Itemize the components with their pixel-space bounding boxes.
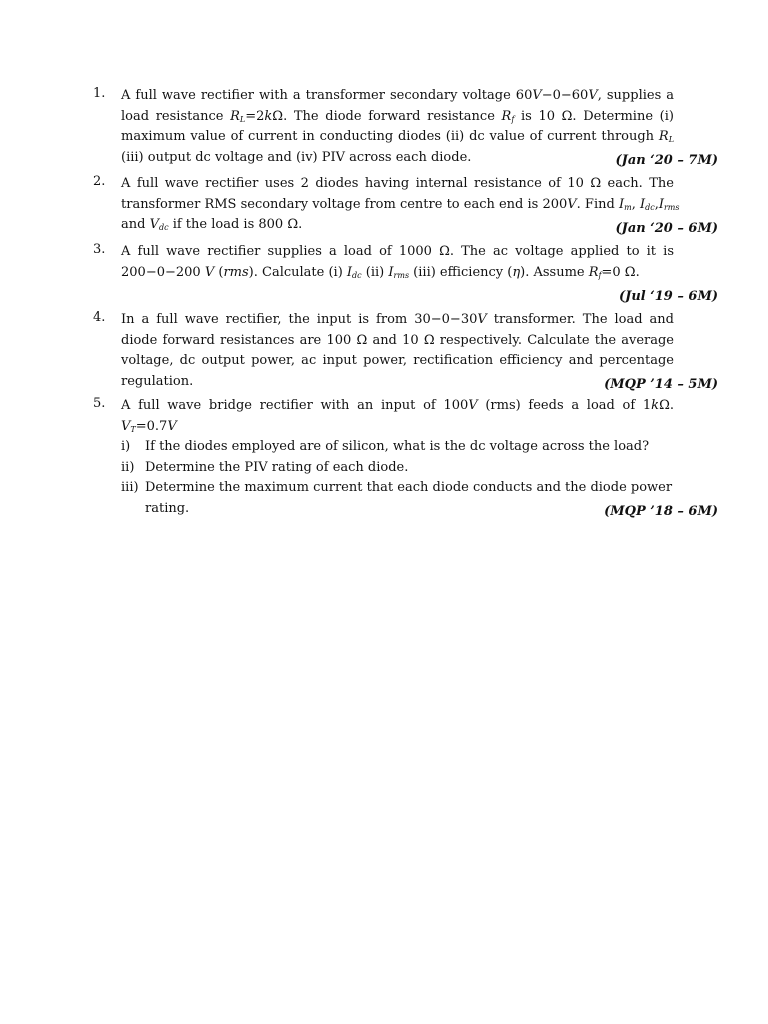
text-line: $V_T=0.7V$ [121,418,177,434]
sub-question-number: i) [121,439,131,454]
exam-tag: (MQP ’14 – 5M) [604,377,718,392]
math-variable: V [121,418,131,434]
sub-question-text: If the diodes employed are of silicon, what is the dc voltage across the load? [145,439,650,454]
math-expression: 60 [515,88,533,103]
text-line: load resistance $R_L=2k\Omega$. The diode forward resistance $R_f$ is 10 Ω. Determine (i) [121,108,674,124]
math-variable: I [639,196,646,212]
math-variable: V [588,88,598,103]
math-expression: Ω [272,108,284,124]
text-line: A full wave rectifier uses 2 diodes having internal resistance of 10 Ω each. The [121,176,674,191]
math-subscript: f [598,270,602,280]
math-variable: I [388,264,394,280]
text-line: A full wave bridge rectifier with an input of 100V (rms) feeds a load of 1kΩ. [121,398,674,413]
exam-tag: (Jul ‘19 – 6M) [619,288,718,304]
math-variable: k [651,398,660,413]
text-line: voltage, dc output power, ac input power, rectification efficiency and percentage [121,353,674,368]
question-text [121,310,674,392]
sub-question [121,478,674,499]
sub-question [121,437,674,458]
math-subscript: m [624,202,632,212]
text-line: regulation. [121,373,194,389]
question-text [121,174,680,236]
text-line: A full wave rectifier supplies a load of 1000 Ω. The ac voltage applied to it is [121,244,674,259]
sub-question-number: iii) [121,480,139,495]
question-3 [93,242,718,304]
math-variable: V [149,217,159,232]
text-line: and $V_{dc}$ if the load is 800 Ω. [121,217,303,232]
math-variable: V [468,398,478,413]
math-subscript: dc [645,202,655,212]
text-line: maximum value of current in conducting diodes (ii) dc value of current through $R_L$ [121,129,674,144]
question-text [121,86,674,168]
math-variable: V [567,196,577,212]
math-variable: V [204,264,215,280]
sub-question-text: rating. [145,500,190,516]
sub-question-continuation [121,499,674,520]
math-subscript: f [511,114,515,124]
question-4 [93,310,718,392]
math-variable: R [588,264,599,280]
math-variable: V [167,418,177,434]
question-number: 4. [93,310,106,325]
math-variable: I [346,264,353,280]
exam-tag: (Jan ‘20 – 7M) [615,153,718,168]
question-number: 2. [93,174,106,189]
math-subscript: T [130,424,136,434]
sub-question-text: Determine the maximum current that each diode conducts and the diode power [145,480,673,495]
question-5 [93,396,718,519]
question-2 [93,174,718,236]
math-subscript: rms [663,202,680,212]
question-number: 5. [93,396,106,411]
question-number: 1. [93,86,106,101]
question-1 [93,86,718,168]
exam-tag: (Jan ‘20 – 6M) [615,220,718,236]
math-variable: k [264,108,273,124]
math-subscript: dc [158,223,169,232]
math-variable: R [658,129,669,144]
math-variable: R [501,108,512,124]
math-subscript: L [668,135,674,144]
math-variable: V [532,88,542,103]
text-line: In a full wave rectifier, the input is from 30−0−30V transformer. The load and [121,312,675,327]
text-line: diode forward resistances are 100 Ω and 10 Ω respectively. Calculate the average [121,332,674,348]
math-variable: rms [223,264,249,280]
sub-question-text: Determine the PIV rating of each diode. [145,459,409,475]
question-number: 3. [93,242,106,257]
math-variable: R [230,108,240,124]
math-variable: I [658,196,664,212]
math-subscript: dc [352,270,362,280]
sub-question-list [121,437,674,519]
text-line: (iii) output dc voltage and (iv) PIV across each diode. [121,149,472,165]
sub-question-number: ii) [121,459,135,475]
text-line: transformer RMS secondary voltage from centre to each end is 200V. Find $I_m$, $I_{dc},I_{rms}$ [121,196,680,212]
exam-tag: (MQP ’18 – 6M) [604,504,718,519]
math-expression: =2 [245,108,265,124]
math-subscript: rms [393,270,410,280]
math-variable: V [477,312,487,327]
math-variable: I [618,196,625,212]
sub-question [121,458,674,479]
math-expression: −0−60 [541,88,589,103]
text-line: A full wave rectifier with a transformer secondary voltage 60V−0−60V, supplies a [121,88,675,103]
text-line: 200−0−200 V (rms). Calculate (i) $I_{dc}$ (ii) $I_{rms}$ (iii) efficiency (η). Assume $R_f=0$ Ω. [121,264,640,280]
math-variable: η [512,264,521,280]
math-subscript: L [239,114,246,124]
question-text [121,242,674,304]
question-text [121,396,674,519]
